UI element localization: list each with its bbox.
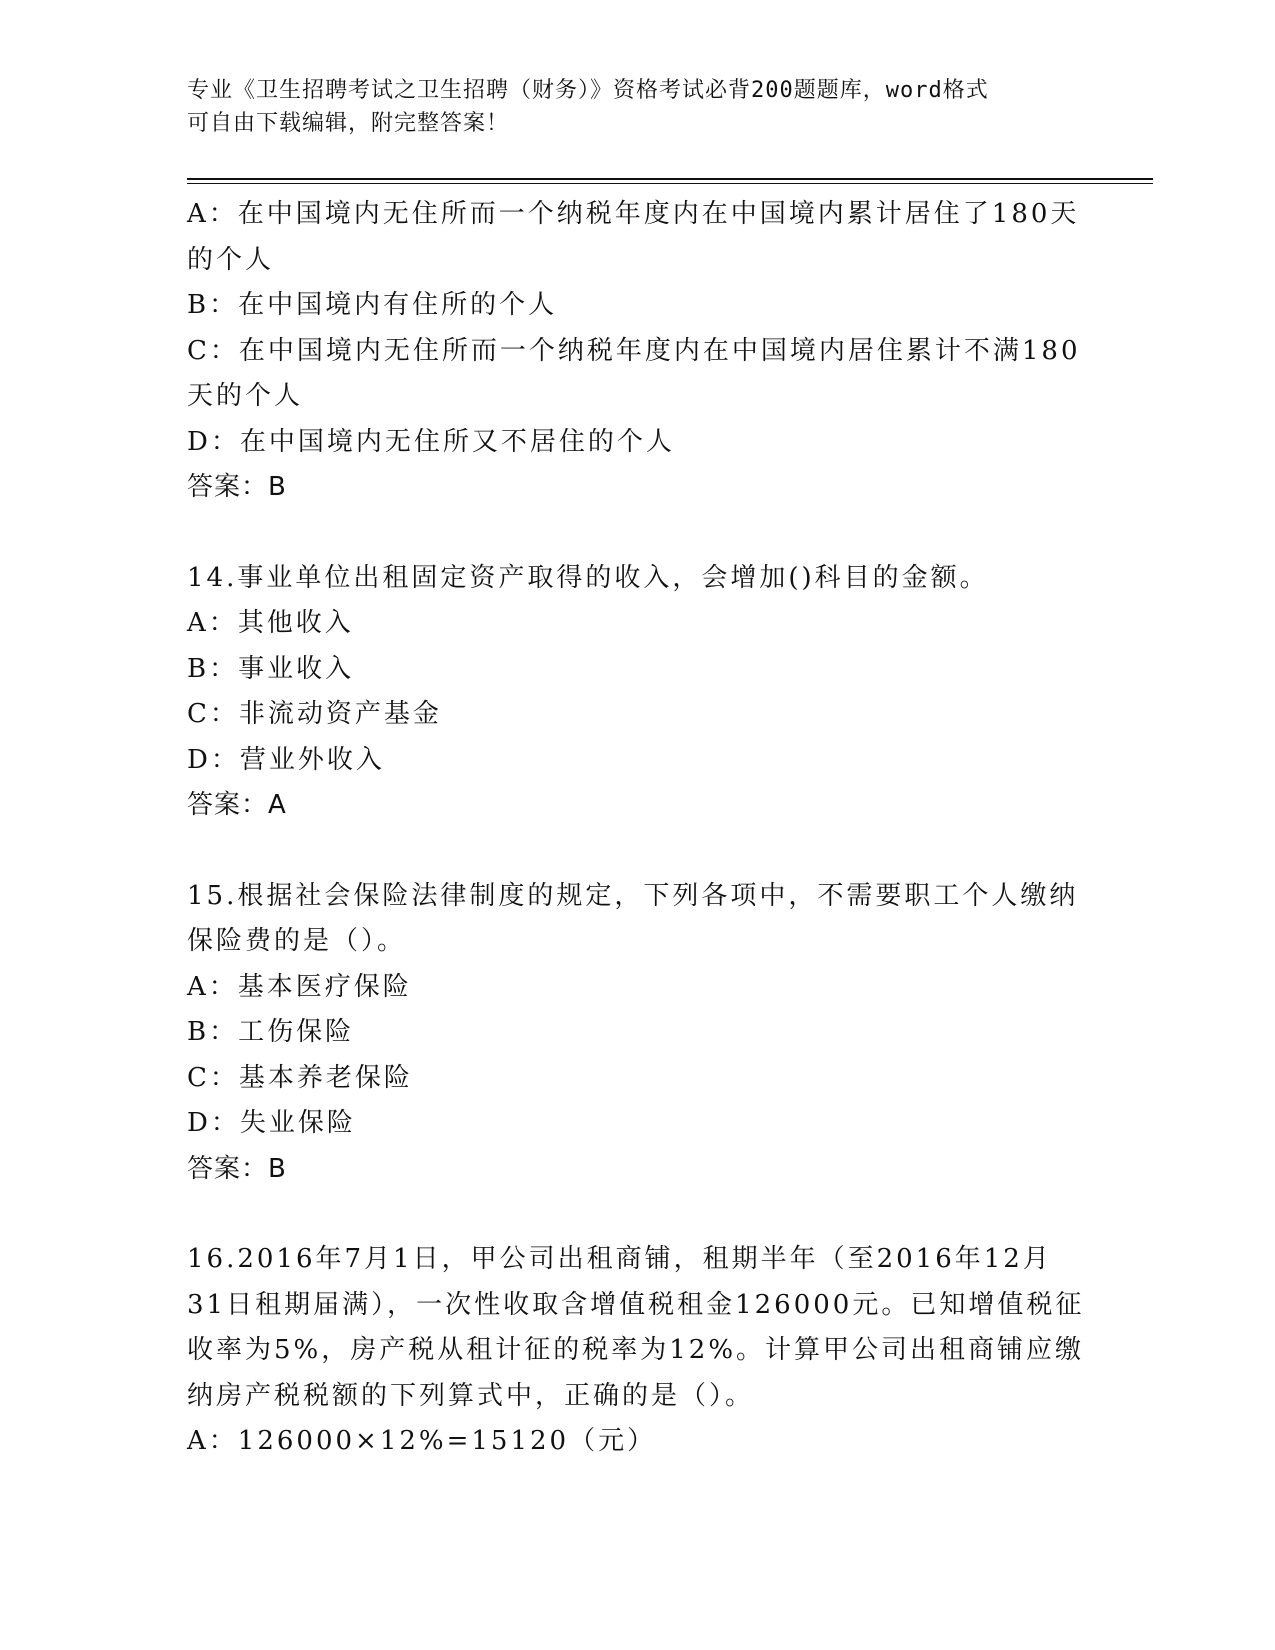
question-13 [187,192,1087,511]
option-b: B：事业收入 [187,653,355,684]
question-list [187,192,1087,1465]
spacer [187,1192,1087,1237]
question-15 [187,874,1087,1193]
answer: 答案：B [187,472,287,502]
header-divider [187,178,1153,184]
document-header [187,74,1067,140]
spacer [187,829,1087,874]
option-a: A：其他收入 [187,608,354,638]
option-b: B：在中国境内有住所的个人 [187,290,558,320]
question-stem-continued: 保险费的是（）。 [187,926,407,956]
question-stem: 16.2016年7月1日，甲公司出租商铺，租期半年（至2016年12月 [187,1244,1052,1274]
answer: 答案：A [187,790,287,820]
option-b: B：工伤保险 [187,1017,355,1047]
question-stem: 14.事业单位出租固定资产取得的收入，会增加()科目的金额。 [187,562,989,593]
answer: 答案：B [187,1153,287,1184]
option-d: D：在中国境内无住所又不居住的个人 [187,426,675,457]
option-c-continued: 天的个人 [187,381,304,411]
option-c: C：非流动资产基金 [187,699,442,729]
spacer [187,511,1087,556]
option-a: A：基本医疗保险 [187,971,412,1002]
question-stem-continued: 31日租期届满），一次性收取含增值税租金126000元。已知增值税征 [187,1289,1085,1320]
option-c: C：在中国境内无住所而一个纳税年度内在中国境内居住累计不满180 [187,335,1081,366]
header-line-1: 专业《卫生招聘考试之卫生招聘（财务）》资格考试必背200题题库，word格式 [187,78,989,103]
option-a: A：在中国境内无住所而一个纳税年度内在中国境内累计居住了180天 [187,199,1080,229]
option-a: A：126000×12%=15120（元） [187,1426,657,1456]
question-stem-continued: 收率为5%，房产税从租计征的税率为12%。计算甲公司出租商铺应缴 [187,1335,1085,1365]
option-a-continued: 的个人 [187,244,275,275]
question-16 [187,1237,1087,1465]
header-line-2: 可自由下载编辑，附完整答案！ [187,111,510,136]
option-c: C：基本养老保险 [187,1062,413,1093]
question-14 [187,556,1087,829]
option-d: D：营业外收入 [187,744,385,775]
question-stem: 15.根据社会保险法律制度的规定，下列各项中，不需要职工个人缴纳 [187,880,1079,911]
question-stem-continued: 纳房产税税额的下列算式中，正确的是（）。 [187,1380,755,1411]
option-d: D：失业保险 [187,1108,356,1138]
